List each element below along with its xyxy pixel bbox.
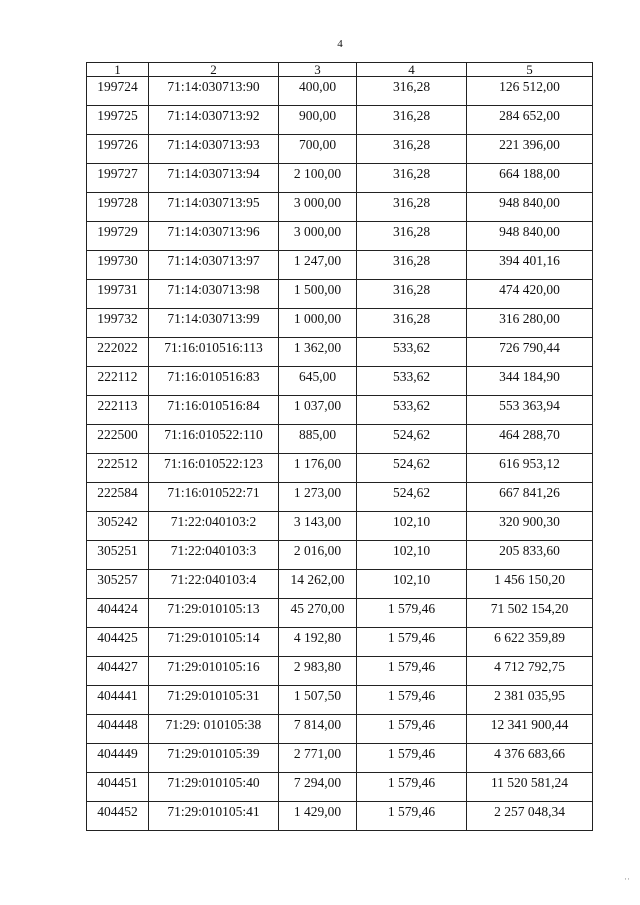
value-cell: 948 840,00	[467, 193, 593, 222]
table-row	[87, 396, 593, 425]
row-id-cell: 404448	[87, 715, 149, 744]
row-id-cell: 199724	[87, 77, 149, 106]
cadastral-number-cell: 71:22:040103:3	[149, 541, 279, 570]
rate-cell: 102,10	[357, 570, 467, 599]
rate-cell: 102,10	[357, 512, 467, 541]
row-id-cell: 404452	[87, 802, 149, 831]
table-row	[87, 570, 593, 599]
cadastral-number-cell: 71:14:030713:97	[149, 251, 279, 280]
value-cell: 4 712 792,75	[467, 657, 593, 686]
column-header-4: 4	[357, 63, 467, 77]
rate-cell: 102,10	[357, 541, 467, 570]
table-row	[87, 657, 593, 686]
value-cell: 1 456 150,20	[467, 570, 593, 599]
rate-cell: 316,28	[357, 106, 467, 135]
rate-cell: 316,28	[357, 77, 467, 106]
cadastral-number-cell: 71:16:010516:83	[149, 367, 279, 396]
area-cell: 1 507,50	[279, 686, 357, 715]
table-row	[87, 77, 593, 106]
area-cell: 2 983,80	[279, 657, 357, 686]
cadastral-number-cell: 71:14:030713:93	[149, 135, 279, 164]
column-header-2: 2	[149, 63, 279, 77]
value-cell: 726 790,44	[467, 338, 593, 367]
cadastral-number-cell: 71:16:010522:110	[149, 425, 279, 454]
table-header-row	[87, 63, 593, 77]
value-cell: 126 512,00	[467, 77, 593, 106]
value-cell: 474 420,00	[467, 280, 593, 309]
area-cell: 2 771,00	[279, 744, 357, 773]
value-cell: 284 652,00	[467, 106, 593, 135]
value-cell: 948 840,00	[467, 222, 593, 251]
value-cell: 205 833,60	[467, 541, 593, 570]
row-id-cell: 404424	[87, 599, 149, 628]
cadastral-number-cell: 71:29: 010105:38	[149, 715, 279, 744]
table-row	[87, 222, 593, 251]
cadastral-number-cell: 71:14:030713:95	[149, 193, 279, 222]
area-cell: 4 192,80	[279, 628, 357, 657]
value-cell: 6 622 359,89	[467, 628, 593, 657]
area-cell: 7 814,00	[279, 715, 357, 744]
cadastral-number-cell: 71:16:010522:123	[149, 454, 279, 483]
row-id-cell: 222113	[87, 396, 149, 425]
cadastral-number-cell: 71:29:010105:39	[149, 744, 279, 773]
column-header-1: 1	[87, 63, 149, 77]
table-row	[87, 599, 593, 628]
row-id-cell: 222022	[87, 338, 149, 367]
table-row	[87, 483, 593, 512]
value-cell: 11 520 581,24	[467, 773, 593, 802]
value-cell: 667 841,26	[467, 483, 593, 512]
rate-cell: 1 579,46	[357, 599, 467, 628]
rate-cell: 524,62	[357, 425, 467, 454]
row-id-cell: 404425	[87, 628, 149, 657]
area-cell: 3 143,00	[279, 512, 357, 541]
rate-cell: 316,28	[357, 280, 467, 309]
value-cell: 4 376 683,66	[467, 744, 593, 773]
rate-cell: 524,62	[357, 483, 467, 512]
data-table	[86, 62, 593, 831]
row-id-cell: 404451	[87, 773, 149, 802]
area-cell: 1 429,00	[279, 802, 357, 831]
row-id-cell: 404441	[87, 686, 149, 715]
cadastral-number-cell: 71:29:010105:41	[149, 802, 279, 831]
value-cell: 2 257 048,34	[467, 802, 593, 831]
table-row	[87, 686, 593, 715]
table-row	[87, 628, 593, 657]
area-cell: 1 362,00	[279, 338, 357, 367]
row-id-cell: 199731	[87, 280, 149, 309]
table-row	[87, 251, 593, 280]
row-id-cell: 305257	[87, 570, 149, 599]
table-body	[87, 77, 593, 831]
scan-artifact-dots: ··	[624, 874, 630, 884]
area-cell: 1 247,00	[279, 251, 357, 280]
value-cell: 12 341 900,44	[467, 715, 593, 744]
table-row	[87, 541, 593, 570]
area-cell: 1 273,00	[279, 483, 357, 512]
area-cell: 1 176,00	[279, 454, 357, 483]
area-cell: 45 270,00	[279, 599, 357, 628]
value-cell: 553 363,94	[467, 396, 593, 425]
area-cell: 14 262,00	[279, 570, 357, 599]
value-cell: 394 401,16	[467, 251, 593, 280]
cadastral-number-cell: 71:16:010516:113	[149, 338, 279, 367]
cadastral-number-cell: 71:22:040103:2	[149, 512, 279, 541]
row-id-cell: 199726	[87, 135, 149, 164]
column-header-3: 3	[279, 63, 357, 77]
value-cell: 320 900,30	[467, 512, 593, 541]
rate-cell: 524,62	[357, 454, 467, 483]
table-row	[87, 193, 593, 222]
value-cell: 664 188,00	[467, 164, 593, 193]
rate-cell: 316,28	[357, 164, 467, 193]
area-cell: 900,00	[279, 106, 357, 135]
area-cell: 645,00	[279, 367, 357, 396]
rate-cell: 316,28	[357, 193, 467, 222]
rate-cell: 1 579,46	[357, 686, 467, 715]
row-id-cell: 199730	[87, 251, 149, 280]
cadastral-number-cell: 71:16:010522:71	[149, 483, 279, 512]
table-row	[87, 454, 593, 483]
cadastral-number-cell: 71:16:010516:84	[149, 396, 279, 425]
rate-cell: 533,62	[357, 367, 467, 396]
cadastral-number-cell: 71:14:030713:99	[149, 309, 279, 338]
row-id-cell: 222500	[87, 425, 149, 454]
row-id-cell: 404449	[87, 744, 149, 773]
value-cell: 344 184,90	[467, 367, 593, 396]
cadastral-number-cell: 71:14:030713:98	[149, 280, 279, 309]
rate-cell: 1 579,46	[357, 628, 467, 657]
rate-cell: 1 579,46	[357, 744, 467, 773]
rate-cell: 316,28	[357, 222, 467, 251]
cadastral-number-cell: 71:14:030713:96	[149, 222, 279, 251]
rate-cell: 1 579,46	[357, 657, 467, 686]
rate-cell: 316,28	[357, 251, 467, 280]
value-cell: 71 502 154,20	[467, 599, 593, 628]
cadastral-number-cell: 71:14:030713:90	[149, 77, 279, 106]
table-row	[87, 338, 593, 367]
rate-cell: 316,28	[357, 135, 467, 164]
row-id-cell: 305251	[87, 541, 149, 570]
row-id-cell: 404427	[87, 657, 149, 686]
rate-cell: 1 579,46	[357, 773, 467, 802]
table-row	[87, 425, 593, 454]
table-row	[87, 280, 593, 309]
row-id-cell: 305242	[87, 512, 149, 541]
table-row	[87, 512, 593, 541]
cadastral-number-cell: 71:29:010105:14	[149, 628, 279, 657]
row-id-cell: 199728	[87, 193, 149, 222]
table-row	[87, 106, 593, 135]
value-cell: 464 288,70	[467, 425, 593, 454]
cadastral-number-cell: 71:29:010105:13	[149, 599, 279, 628]
page-number: 4	[337, 38, 343, 50]
rate-cell: 1 579,46	[357, 715, 467, 744]
cadastral-number-cell: 71:22:040103:4	[149, 570, 279, 599]
row-id-cell: 199727	[87, 164, 149, 193]
area-cell: 2 100,00	[279, 164, 357, 193]
cadastral-number-cell: 71:14:030713:94	[149, 164, 279, 193]
value-cell: 616 953,12	[467, 454, 593, 483]
value-cell: 316 280,00	[467, 309, 593, 338]
area-cell: 7 294,00	[279, 773, 357, 802]
row-id-cell: 222112	[87, 367, 149, 396]
table-row	[87, 744, 593, 773]
row-id-cell: 222512	[87, 454, 149, 483]
area-cell: 3 000,00	[279, 222, 357, 251]
area-cell: 1 000,00	[279, 309, 357, 338]
area-cell: 1 037,00	[279, 396, 357, 425]
row-id-cell: 222584	[87, 483, 149, 512]
table-row	[87, 135, 593, 164]
row-id-cell: 199725	[87, 106, 149, 135]
area-cell: 1 500,00	[279, 280, 357, 309]
rate-cell: 1 579,46	[357, 802, 467, 831]
area-cell: 885,00	[279, 425, 357, 454]
value-cell: 2 381 035,95	[467, 686, 593, 715]
cadastral-number-cell: 71:29:010105:31	[149, 686, 279, 715]
table-row	[87, 367, 593, 396]
cadastral-number-cell: 71:14:030713:92	[149, 106, 279, 135]
area-cell: 700,00	[279, 135, 357, 164]
area-cell: 3 000,00	[279, 193, 357, 222]
rate-cell: 533,62	[357, 338, 467, 367]
table-row	[87, 773, 593, 802]
column-header-5: 5	[467, 63, 593, 77]
rate-cell: 316,28	[357, 309, 467, 338]
area-cell: 2 016,00	[279, 541, 357, 570]
cadastral-number-cell: 71:29:010105:40	[149, 773, 279, 802]
area-cell: 400,00	[279, 77, 357, 106]
rate-cell: 533,62	[357, 396, 467, 425]
value-cell: 221 396,00	[467, 135, 593, 164]
table-row	[87, 309, 593, 338]
table-row	[87, 164, 593, 193]
row-id-cell: 199729	[87, 222, 149, 251]
row-id-cell: 199732	[87, 309, 149, 338]
cadastral-number-cell: 71:29:010105:16	[149, 657, 279, 686]
table-row	[87, 802, 593, 831]
table-row	[87, 715, 593, 744]
